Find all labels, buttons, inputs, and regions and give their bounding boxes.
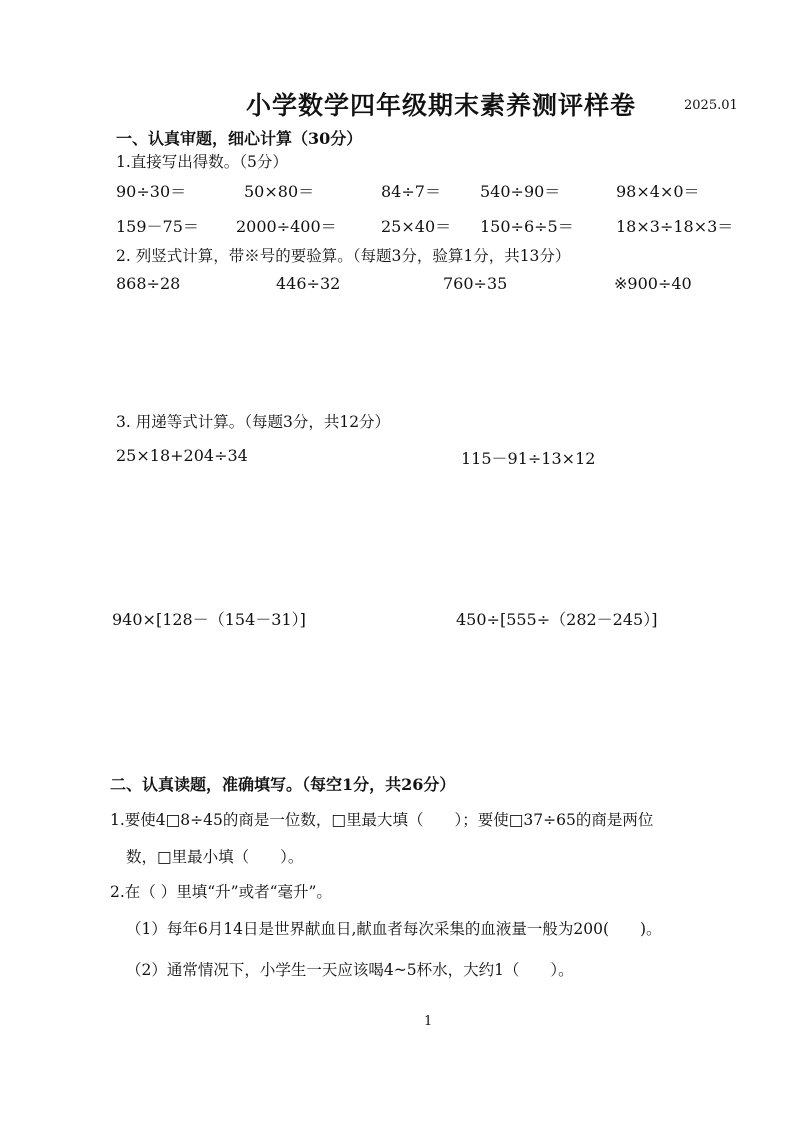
oral-calc-item: 90÷30＝ xyxy=(116,182,187,201)
page-title: 小学数学四年级期末素养测评样卷 xyxy=(246,91,637,120)
fill-question-1-line-2: 数，□里最小填（ ）。 xyxy=(126,848,304,866)
stepwise-calc-item: 940×[128－（154－31）] xyxy=(112,610,306,629)
stepwise-calc-item: 115－91÷13×12 xyxy=(461,449,596,468)
oral-calc-item: 540÷90＝ xyxy=(480,182,561,201)
oral-calc-item: 18×3÷18×3＝ xyxy=(616,217,734,236)
vertical-calc-item: 760÷35 xyxy=(443,274,508,293)
oral-calc-item: 50×80＝ xyxy=(244,182,315,201)
vertical-calc-item: 868÷28 xyxy=(116,274,181,293)
section-2-heading: 二、认真读题，准确填写。（每空1分，共26分） xyxy=(110,775,456,794)
question-1-label: 1.直接写出得数。（5分） xyxy=(116,153,288,171)
exam-date: 2025.01 xyxy=(684,98,738,113)
section-1-heading: 一、认真审题，细心计算（30分） xyxy=(116,129,363,148)
vertical-calc-item: ※900÷40 xyxy=(614,274,692,293)
fill-question-1-line-1: 1.要使4□8÷45的商是一位数，□里最大填（ ）；要使□37÷65的商是两位 xyxy=(110,811,654,829)
fill-question-2-sub-2: （2）通常情况下，小学生一天应该喝4~5杯水，大约1（ ）。 xyxy=(126,961,574,979)
fill-question-2-label: 2.在（ ）里填“升”或者“毫升”。 xyxy=(110,883,332,901)
oral-calc-item: 25×40＝ xyxy=(381,217,452,236)
stepwise-calc-item: 25×18+204÷34 xyxy=(116,446,248,465)
question-3-label: 3. 用递等式计算。（每题3分，共12分） xyxy=(116,413,391,431)
oral-calc-item: 98×4×0＝ xyxy=(616,182,700,201)
fill-question-2-sub-1: （1）每年6月14日是世界献血日,献血者每次采集的血液量一般为200( )。 xyxy=(126,920,662,938)
oral-calc-item: 2000÷400＝ xyxy=(236,217,337,236)
oral-calc-item: 84÷7＝ xyxy=(381,182,441,201)
stepwise-calc-item: 450÷[555÷（282－245）] xyxy=(456,610,658,629)
question-2-label: 2. 列竖式计算，带※号的要验算。（每题3分，验算1分，共13分） xyxy=(116,247,571,265)
oral-calc-item: 159－75＝ xyxy=(116,217,199,236)
oral-calc-item: 150÷6÷5＝ xyxy=(480,217,574,236)
vertical-calc-item: 446÷32 xyxy=(276,274,341,293)
page-number: 1 xyxy=(424,1014,433,1029)
